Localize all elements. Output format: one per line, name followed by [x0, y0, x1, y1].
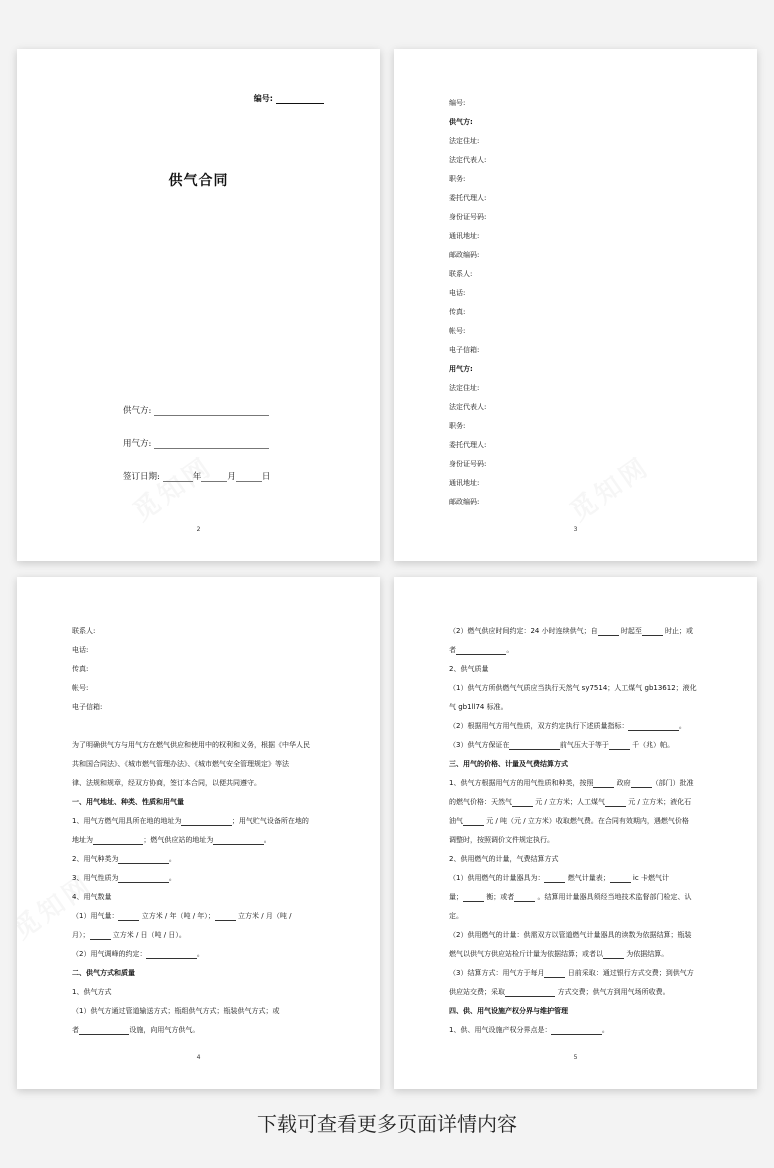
- info-field: 帐号:: [449, 327, 466, 335]
- text-line: 1、供气方根据用气方的用气性质和种类，按照 政府 （部门）批准: [449, 779, 694, 787]
- text-line: 者 。: [449, 646, 514, 654]
- info-field: 邮政编码:: [449, 498, 480, 506]
- text-line: （1）供气方所供燃气气质应当执行天然气 sy7514；人工煤气 gb13612；液化: [449, 684, 697, 692]
- contract-number: [254, 93, 324, 104]
- text-line: 二、供气方式和质量: [72, 969, 135, 977]
- download-caption: 下载可查看更多页面详情内容: [257, 1112, 517, 1136]
- info-field: 法定住址:: [449, 137, 480, 145]
- text-line: 帐号:: [72, 684, 89, 692]
- text-line: 三、用气的价格、计量及气费结算方式: [449, 760, 568, 768]
- text-line: （3）供气方保证在 前气压大于等于 千（兆）帕。: [449, 741, 675, 749]
- info-field: 联系人:: [449, 270, 473, 278]
- text-line: 3、用气性质为 。: [72, 874, 176, 882]
- text-line: （2）用气调峰的约定： 。: [72, 950, 204, 958]
- text-line: （2）燃气供应时间约定：24 小时连续供气；自 时起至 时止；或: [449, 627, 694, 635]
- text-line: 共和国合同法》、《城市燃气管理办法》、《城市燃气安全管理规定》等法: [72, 760, 289, 768]
- info-field: 通讯地址:: [449, 479, 480, 487]
- page-number: 4: [196, 1054, 201, 1061]
- text-line: 律、法规和规章，经双方协商，签订本合同，以便共同遵守。: [72, 779, 261, 787]
- text-line: 者 设施，向用气方供气。: [72, 1026, 200, 1034]
- info-field: 法定代表人:: [449, 403, 487, 411]
- text-line: 1、供、用气设施产权分界点是： 。: [449, 1026, 609, 1034]
- page-number: 3: [573, 526, 578, 533]
- text-line: 电话:: [72, 646, 89, 654]
- text-line: 地址为 ；燃气供应站的地址为 。: [72, 836, 271, 844]
- sign-date-line: [123, 470, 270, 482]
- info-field: 职务:: [449, 422, 466, 430]
- info-field: 邮政编码:: [449, 251, 480, 259]
- text-line: 调整时，按照调价文件规定执行。: [449, 836, 554, 844]
- user-line: [123, 437, 269, 449]
- page-title: 供气合同: [168, 173, 229, 189]
- info-field: 电话:: [449, 289, 466, 297]
- text-line: 2、用气种类为 。: [72, 855, 176, 863]
- parties-info-page: [394, 49, 757, 561]
- text-line: （2）根据用气方用气性质，双方约定执行下述质量指标： 。: [449, 722, 686, 730]
- text-line: 联系人:: [72, 627, 96, 635]
- watermark: [562, 447, 657, 529]
- page-number: 5: [573, 1054, 578, 1061]
- info-field: 委托代理人:: [449, 441, 487, 449]
- text-line: 油气 元 / 吨（元 / 立方米）收取燃气费。在合同有效期内，遇燃气价格: [449, 817, 689, 825]
- page-number: 2: [196, 526, 201, 533]
- user-label: 用气方:: [123, 439, 152, 449]
- text-line: 供应站交费；采取 方式交费；供气方到用气场所收费。: [449, 988, 670, 996]
- watermark: [125, 447, 220, 529]
- text-line: 燃气以供气方供应站检斤计量为依据结算；或者以 为依据结算。: [449, 950, 669, 958]
- text-line: 的燃气价格：天然气 元 / 立方米；人工煤气 元 / 立方米；液化石: [449, 798, 692, 806]
- text-line: 传真:: [72, 665, 89, 673]
- text-line: （2）供用燃气的计量：供需双方以管道燃气计量器具的读数为依据结算；瓶装: [449, 931, 692, 939]
- text-line: （1）用气量： 立方米 / 年（吨 / 年）； 立方米 / 月（吨 /: [72, 912, 292, 920]
- text-line: 四、供、用气设施产权分界与维护管理: [449, 1007, 568, 1015]
- text-line: 1、用气方燃气用具所在地的地址为 ；用气贮气设备所在地的: [72, 817, 309, 825]
- text-line: 月）； 立方米 / 日（吨 / 日）。: [72, 931, 186, 939]
- year-label: 年: [192, 472, 202, 482]
- info-field: 编号:: [449, 99, 466, 107]
- text-line: （1）供气方通过管道输送方式；瓶组供气方式；瓶装供气方式；或: [72, 1007, 280, 1015]
- contract-text-page-5: [394, 577, 757, 1089]
- cover-page: [17, 49, 380, 561]
- info-field: 委托代理人:: [449, 194, 487, 202]
- text-line: 一、用气地址、种类、性质和用气量: [72, 798, 184, 806]
- contract-text-page-4: [17, 577, 380, 1089]
- month-label: 月: [227, 472, 236, 482]
- text-line: （1）供用燃气的计量器具为： 燃气计量表； ic 卡燃气计: [449, 874, 669, 882]
- text-line: 2、供用燃气的计量，气费结算方式: [449, 855, 559, 863]
- day-label: 日: [261, 472, 271, 482]
- text-line: 1、供气方式: [72, 988, 112, 996]
- text-line: 气 gb1ll74 标准。: [449, 703, 508, 711]
- info-field: 法定住址:: [449, 384, 480, 392]
- contract-number-label: 编号:: [253, 94, 273, 103]
- text-line: 4、用气数量: [72, 893, 112, 901]
- info-field: 传真:: [449, 308, 466, 316]
- supplier-label: 供气方:: [123, 406, 152, 416]
- info-field: 通讯地址:: [449, 232, 480, 240]
- sign-date-label: 签订日期:: [123, 472, 160, 482]
- info-field: 用气方:: [449, 365, 473, 373]
- text-line: 2、供气质量: [449, 665, 489, 673]
- supplier-line: [123, 404, 269, 416]
- info-field: 身份证号码:: [449, 213, 487, 221]
- info-field: 供气方:: [449, 118, 473, 126]
- text-line: 定。: [449, 912, 463, 920]
- text-line: （3）结算方式：用气方于每月 日前采取：通过银行方式交费；到供气方: [449, 969, 694, 977]
- info-field: 电子信箱:: [449, 346, 480, 354]
- info-field: 法定代表人:: [449, 156, 487, 164]
- info-field: 身份证号码:: [449, 460, 487, 468]
- text-line: 为了明确供气方与用气方在燃气供应和使用中的权利和义务，根据《中华人民: [72, 741, 310, 749]
- info-field: 职务:: [449, 175, 466, 183]
- text-line: 电子信箱:: [72, 703, 103, 711]
- text-line: 量； 衡；或者 。结算用计量器具须经当地技术监督部门检定、认: [449, 893, 692, 901]
